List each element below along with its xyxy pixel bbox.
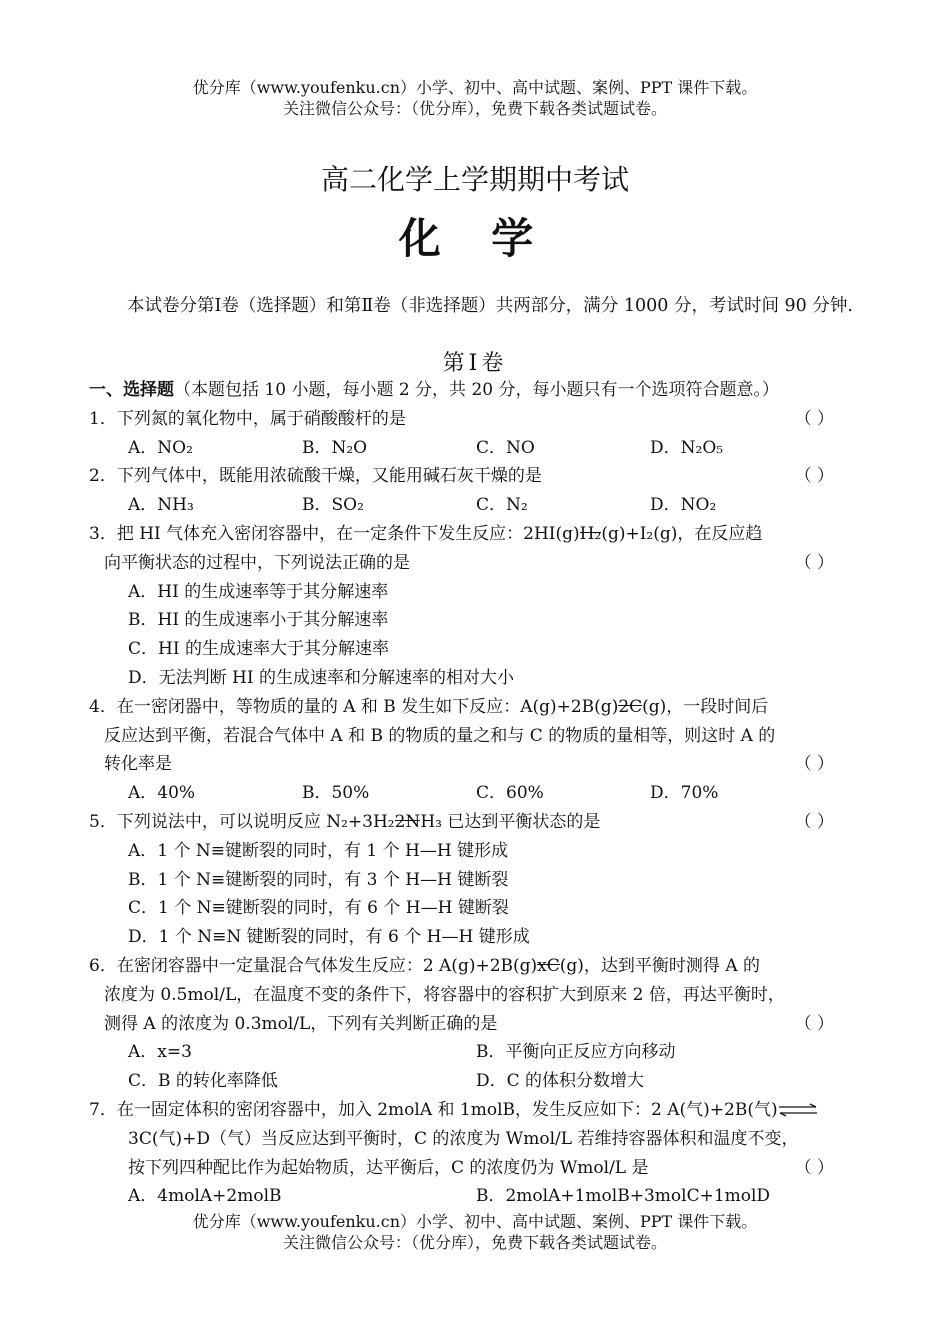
q4-options (89, 779, 867, 808)
q4-stem-b: (g)，一段时间后 (642, 696, 769, 717)
q5-option-a: A．1 个 N≡键断裂的同时，有 1 个 H—H 键形成 (128, 840, 509, 861)
q3-answer-paren: （ ） (794, 552, 834, 573)
q6-option-b: B．平衡向正反应方向移动 (476, 1042, 676, 1063)
q7-stem-a: 7．在一固定体积的密闭容器中，加入 2molA 和 1molB，发生反应如下：2 A(气)+2B(气) (89, 1099, 778, 1120)
q6-stem-line-1 (89, 952, 867, 981)
q6-options-row-1 (89, 1038, 867, 1067)
q5-stem-line (89, 808, 867, 837)
q3-stem-a: 3．把 HI 气体充入密闭容器中，在一定条件下发生反应：2HI(g) (89, 523, 580, 544)
q1-option-d: D．N₂O₅ (650, 437, 724, 458)
q7-options-row-1 (89, 1182, 867, 1211)
subject-title: 化 学 (398, 214, 552, 263)
q2-stem-line (89, 462, 867, 491)
q3-stem-b: (g)+I₂(g)，在反应趋 (601, 523, 763, 544)
q6-equilibrium-arrow: xC (537, 952, 560, 981)
q5-equilibrium-arrow: 2N (395, 808, 421, 837)
q7-option-b: B．2molA+1molB+3molC+1molD (476, 1186, 771, 1207)
q3-option-a: A．HI 的生成速率等于其分解速率 (128, 581, 389, 602)
q2-options (89, 491, 867, 520)
q1-option-c: C．NO (476, 437, 535, 458)
q1-stem-line (89, 405, 867, 434)
q5-option-c: C．1 个 N≡键断裂的同时，有 6 个 H—H 键断裂 (128, 898, 509, 919)
q3-option-d: D．无法判断 HI 的生成速率和分解速率的相对大小 (128, 667, 514, 688)
q5-option-b: B．1 个 N≡键断裂的同时，有 3 个 H—H 键断裂 (128, 869, 509, 890)
exam-title: 高二化学上学期期中考试 (320, 163, 629, 196)
q1-options (89, 434, 867, 463)
question-list (89, 376, 867, 1211)
q7-option-a: A．4molA+2molB (128, 1186, 282, 1207)
q6-option-d: D．C 的体积分数增大 (476, 1071, 645, 1092)
header-line-1: 优分库（www.youfenku.cn）小学、初中、高中试题、案例、PPT 课件下载。 (192, 78, 758, 97)
q3-stem-c: 向平衡状态的过程中，下列说法正确的是 (104, 552, 410, 573)
q2-option-a: A．NH₃ (128, 495, 194, 516)
q1-answer-paren: （ ） (794, 408, 834, 429)
section-title: 第Ⅰ卷 (442, 351, 508, 376)
q4-stem-line-3 (89, 750, 867, 779)
q6-options-row-2 (89, 1067, 867, 1096)
part-desc: （本题包括 10 小题，每小题 2 分，共 20 分，每小题只有一个选项符合题意。） (174, 380, 780, 400)
q2-option-d: D．NO₂ (650, 495, 717, 516)
q4-stem-a: 4．在一密闭器中，等物质的量的 A 和 B 发生如下反应：A(g)+2B(g) (89, 696, 619, 717)
q4-answer-paren: （ ） (794, 754, 834, 775)
q3-stem-line-1 (89, 520, 867, 549)
q4-option-c: C．60% (476, 783, 544, 804)
q4-option-d: D．70% (650, 783, 719, 804)
q7-stem-c: 按下列四种配比作为起始物质，达平衡后，C 的浓度仍为 Wmol/L 是 (128, 1157, 649, 1178)
q1-stem: 1．下列氮的氧化物中，属于硝酸酸杆的是 (89, 408, 406, 429)
q7-stem-line-2: 3C(气)+D（气）当反应达到平衡时，C 的浓度为 Wmol/L 若维持容器体积和温度不变， (128, 1128, 799, 1149)
q7-stem-line-1 (89, 1096, 867, 1125)
header-line-2: 关注微信公众号：（优分库），免费下载各类试题试卷。 (282, 99, 667, 118)
q2-option-b: B．SO₂ (302, 495, 364, 516)
q1-option-b: B．N₂O (302, 437, 368, 458)
q6-option-a: A．x=3 (128, 1042, 192, 1063)
q2-stem: 2．下列气体中，既能用浓硫酸干燥，又能用碱石灰干燥的是 (89, 466, 542, 487)
equilibrium-arrow-icon (778, 1103, 818, 1117)
q4-stem-line-2: 反应达到平衡，若混合气体中 A 和 B 的物质的量之和与 C 的物质的量相等，则这时 A 的 (104, 725, 776, 746)
q4-option-a: A．40% (128, 783, 196, 804)
q3-stem-line-2 (89, 549, 867, 578)
q2-option-c: C．N₂ (476, 495, 528, 516)
q2-answer-paren: （ ） (794, 466, 834, 487)
part-heading (89, 376, 867, 405)
q5-answer-paren: （ ） (794, 811, 834, 832)
q5-option-d: D．1 个 N≡N 键断裂的同时，有 6 个 H—H 键形成 (128, 927, 530, 948)
q3-option-c: C．HI 的生成速率大于其分解速率 (128, 639, 389, 660)
q6-stem-a: 6．在密闭容器中一定量混合气体发生反应：2 A(g)+2B(g) (89, 955, 538, 976)
q6-stem-d: 测得 A 的浓度为 0.3mol/L，下列有关判断正确的是 (104, 1013, 498, 1034)
q7-answer-paren: （ ） (794, 1157, 834, 1178)
q5-stem-b: H₃ 已达到平衡状态的是 (420, 811, 601, 832)
q6-answer-paren: （ ） (794, 1013, 834, 1034)
q7-stem-line-3 (89, 1154, 867, 1183)
q4-stem-line-1 (89, 693, 867, 722)
footer-line-1: 优分库（www.youfenku.cn）小学、初中、高中试题、案例、PPT 课件下载。 (192, 1212, 758, 1231)
q3-option-b: B．HI 的生成速率小于其分解速率 (128, 610, 389, 631)
q6-stem-b: (g)，达到平衡时测得 A 的 (559, 955, 761, 976)
q1-option-a: A．NO₂ (128, 437, 193, 458)
q6-stem-line-2: 浓度为 0.5mol/L，在温度不变的条件下，将容器中的容积扩大到原来 2 倍，再达平衡时， (104, 984, 785, 1005)
q5-stem-a: 5．下列说法中，可以说明反应 N₂+3H₂ (89, 811, 395, 832)
q3-equilibrium-arrow: H₂ (580, 520, 602, 549)
q6-stem-line-3 (89, 1010, 867, 1039)
part-label: 一、选择题 (89, 380, 174, 400)
q6-option-c: C．B 的转化率降低 (128, 1071, 278, 1092)
q4-equilibrium-arrow: 2C (618, 693, 642, 722)
q4-option-b: B．50% (302, 783, 370, 804)
intro-paragraph: 本试卷分第Ⅰ卷（选择题）和第Ⅱ卷（非选择题）共两部分，满分 1000 分，考试时间 90 分钟. (127, 296, 853, 316)
footer-line-2: 关注微信公众号：（优分库），免费下载各类试题试卷。 (282, 1233, 667, 1252)
q4-stem-d: 转化率是 (104, 754, 172, 775)
